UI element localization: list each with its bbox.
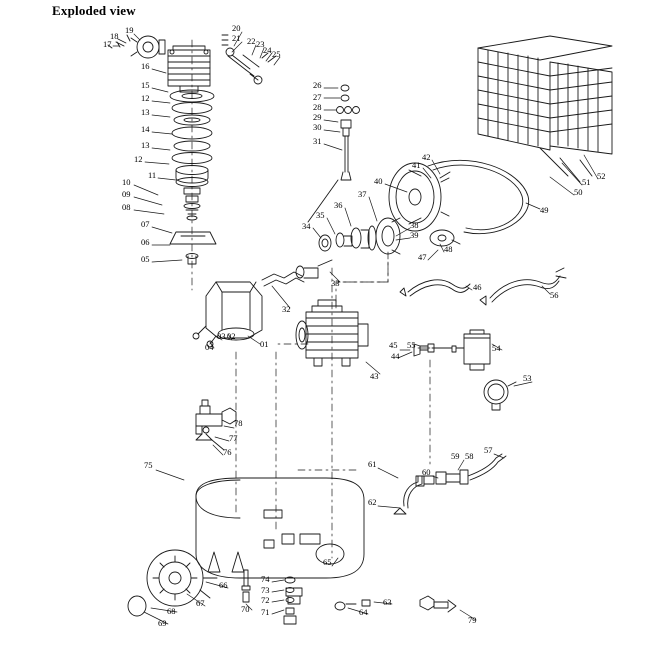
callout-01: 01 (260, 339, 269, 349)
callout-40: 40 (374, 176, 383, 186)
callout-61: 61 (368, 459, 377, 469)
callout-52: 52 (597, 171, 606, 181)
callout-13b: 13 (141, 140, 150, 150)
callout-35: 35 (316, 210, 325, 220)
callout-12b: 12 (134, 154, 143, 164)
group-cooler-grid (478, 36, 612, 182)
callout-28: 28 (313, 102, 322, 112)
callout-68: 68 (167, 606, 176, 616)
callout-22: 22 (247, 36, 256, 46)
callout-19: 19 (125, 25, 134, 35)
group-air-hoses (400, 268, 566, 305)
callout-73: 73 (261, 585, 270, 595)
callout-70: 70 (241, 604, 250, 614)
callout-79: 79 (468, 615, 477, 625)
callout-18: 18 (110, 31, 119, 41)
callout-57: 57 (484, 445, 493, 455)
callout-43: 43 (370, 371, 379, 381)
callout-16: 16 (141, 61, 150, 71)
callout-66: 66 (219, 580, 228, 590)
callout-36: 36 (334, 200, 343, 210)
callout-48: 48 (444, 244, 453, 254)
callout-23: 23 (256, 39, 265, 49)
callout-64: 64 (359, 607, 368, 617)
callout-25: 25 (272, 49, 281, 59)
callout-77: 77 (229, 433, 238, 443)
callout-41: 41 (412, 160, 421, 170)
callout-11: 11 (148, 170, 157, 180)
callout-76: 76 (223, 447, 232, 457)
callout-07: 07 (141, 219, 150, 229)
callout-20: 20 (232, 23, 241, 33)
callout-46: 46 (473, 282, 482, 292)
callout-69: 69 (158, 618, 167, 628)
callout-72: 72 (261, 595, 270, 605)
callout-39: 39 (410, 230, 419, 240)
group-crankshaft-bearings (319, 218, 400, 254)
callout-55: 55 (407, 340, 416, 350)
callout-34: 34 (302, 221, 311, 231)
callout-49: 49 (540, 205, 549, 215)
leader-lines (113, 32, 598, 624)
callout-31: 31 (313, 136, 322, 146)
callout-10: 10 (122, 177, 131, 187)
callout-51: 51 (582, 177, 591, 187)
callout-33: 33 (331, 278, 340, 288)
callout-32: 32 (282, 304, 291, 314)
callout-27: 27 (313, 92, 322, 102)
callout-12a: 12 (141, 93, 150, 103)
callout-78: 78 (234, 418, 243, 428)
callout-09: 09 (122, 189, 131, 199)
callout-30: 30 (313, 122, 322, 132)
callout-63: 63 (383, 597, 392, 607)
callout-17: 17 (103, 39, 112, 49)
callout-74: 74 (261, 574, 270, 584)
callout-58: 58 (465, 451, 474, 461)
callout-71: 71 (261, 607, 270, 617)
callout-65: 65 (323, 557, 332, 567)
callout-59: 59 (451, 451, 460, 461)
callout-08: 08 (122, 202, 131, 212)
callout-14: 14 (141, 124, 150, 134)
callout-67: 67 (196, 598, 205, 608)
callout-03: 03 (217, 331, 226, 341)
callout-02: 02 (227, 331, 236, 341)
callout-47: 47 (418, 252, 427, 262)
callout-24: 24 (263, 45, 272, 55)
callout-15: 15 (141, 80, 150, 90)
callout-62: 62 (368, 497, 377, 507)
callout-21: 21 (232, 33, 241, 43)
group-cylinder-head (168, 46, 210, 92)
callout-42: 42 (422, 152, 431, 162)
callout-44: 44 (391, 351, 400, 361)
group-gauge (484, 380, 516, 410)
callout-26: 26 (313, 80, 322, 90)
callout-56: 56 (550, 290, 559, 300)
callout-13a: 13 (141, 107, 150, 117)
callout-04: 04 (205, 342, 214, 352)
callout-05: 05 (141, 254, 150, 264)
callout-29: 29 (313, 112, 322, 122)
callout-38: 38 (410, 220, 419, 230)
callout-50: 50 (574, 187, 583, 197)
callout-06: 06 (141, 237, 150, 247)
callout-37: 37 (358, 189, 367, 199)
page-title: Exploded view (52, 3, 136, 18)
callout-54: 54 (492, 343, 501, 353)
callout-60: 60 (422, 467, 431, 477)
callout-75: 75 (144, 460, 153, 470)
group-valve-plate-stack (170, 90, 216, 264)
callout-45: 45 (389, 340, 398, 350)
callout-53: 53 (523, 373, 532, 383)
group-outlet-hose (394, 451, 506, 514)
group-pressure-switch (414, 330, 490, 370)
